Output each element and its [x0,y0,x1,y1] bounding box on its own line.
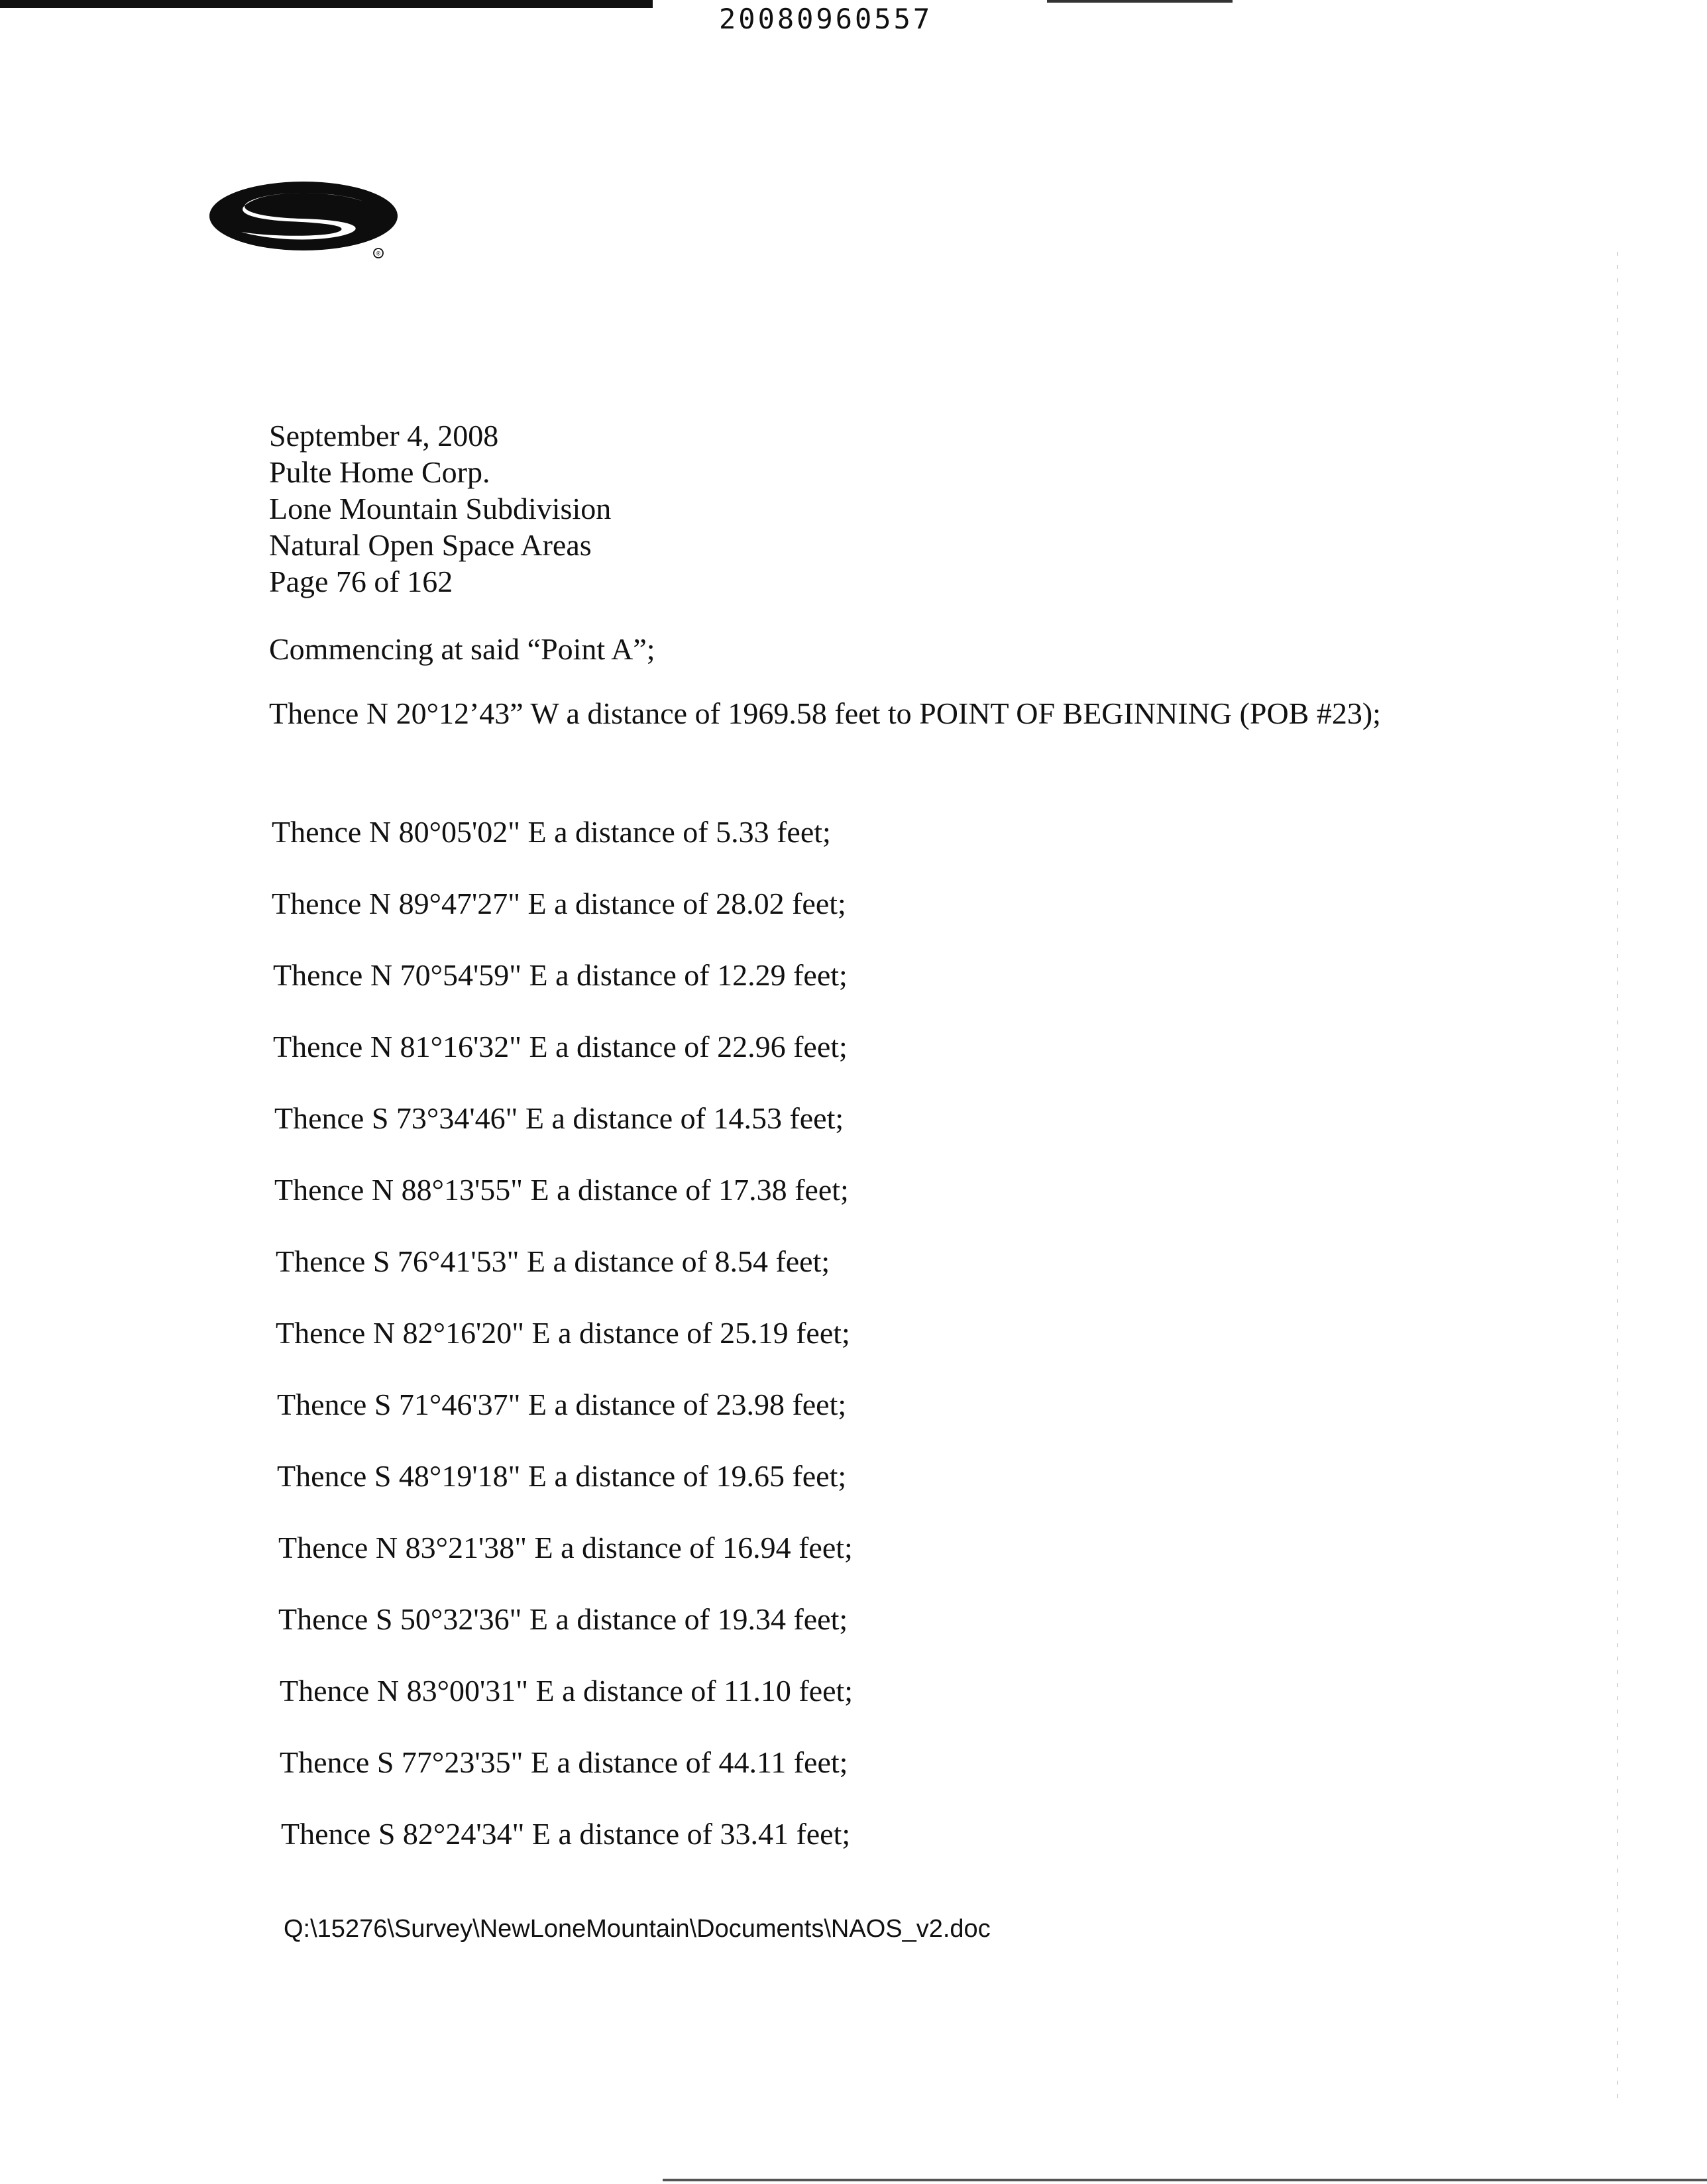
course-line: Thence N 70°54'59" E a distance of 12.29 feet; [273,958,848,992]
header-subdivision: Lone Mountain Subdivision [269,492,612,525]
course-line: Thence S 76°41'53" E a distance of 8.54 feet; [276,1244,830,1278]
scan-edge-top-right [1047,0,1233,3]
registered-mark: ® [376,250,381,257]
course-line: Thence S 48°19'18" E a distance of 19.65 feet; [277,1459,847,1493]
course-line: Thence N 80°05'02" E a distance of 5.33 feet; [272,815,831,849]
header-company: Pulte Home Corp. [269,455,490,489]
course-line: Thence N 83°21'38" E a distance of 16.94 feet; [278,1531,853,1564]
course-line: Thence N 82°16'20" E a distance of 25.19 feet; [276,1316,850,1350]
header-page-number: Page 76 of 162 [269,565,453,598]
recording-number: 20080960557 [719,3,933,35]
course-line: Thence N 89°47'27" E a distance of 28.02 feet; [272,887,846,920]
point-of-beginning-paragraph: Thence N 20°12’43” W a distance of 1969.58 feet to POINT OF BEGINNING (POB #23); [269,696,1381,730]
course-line: Thence S 71°46'37" E a distance of 23.98 feet; [277,1388,847,1421]
scan-edge-right [1617,252,1618,2107]
course-line: Thence S 82°24'34" E a distance of 33.41 feet; [281,1817,851,1851]
course-line: Thence S 77°23'35" E a distance of 44.11 feet; [280,1745,848,1779]
course-line: Thence S 50°32'36" E a distance of 19.34 feet; [278,1602,848,1636]
scan-edge-bottom [663,2179,1707,2181]
course-line: Thence N 83°00'31" E a distance of 11.10 feet; [280,1674,853,1708]
commencing-line: Commencing at said “Point A”; [269,632,655,666]
course-line: Thence S 73°34'46" E a distance of 14.53 feet; [274,1101,844,1135]
course-line: Thence N 81°16'32" E a distance of 22.96 feet; [273,1030,848,1064]
scan-edge-top-left [0,0,653,8]
letter-header [269,417,611,600]
document-file-path: Q:\15276\Survey\NewLoneMountain\Documents\NAOS_v2.doc [284,1915,991,1943]
course-line: Thence N 88°13'55" E a distance of 17.38 feet; [274,1173,849,1207]
header-date: September 4, 2008 [269,419,499,453]
header-area: Natural Open Space Areas [269,528,592,562]
s-emblem-logo-icon [209,178,408,264]
